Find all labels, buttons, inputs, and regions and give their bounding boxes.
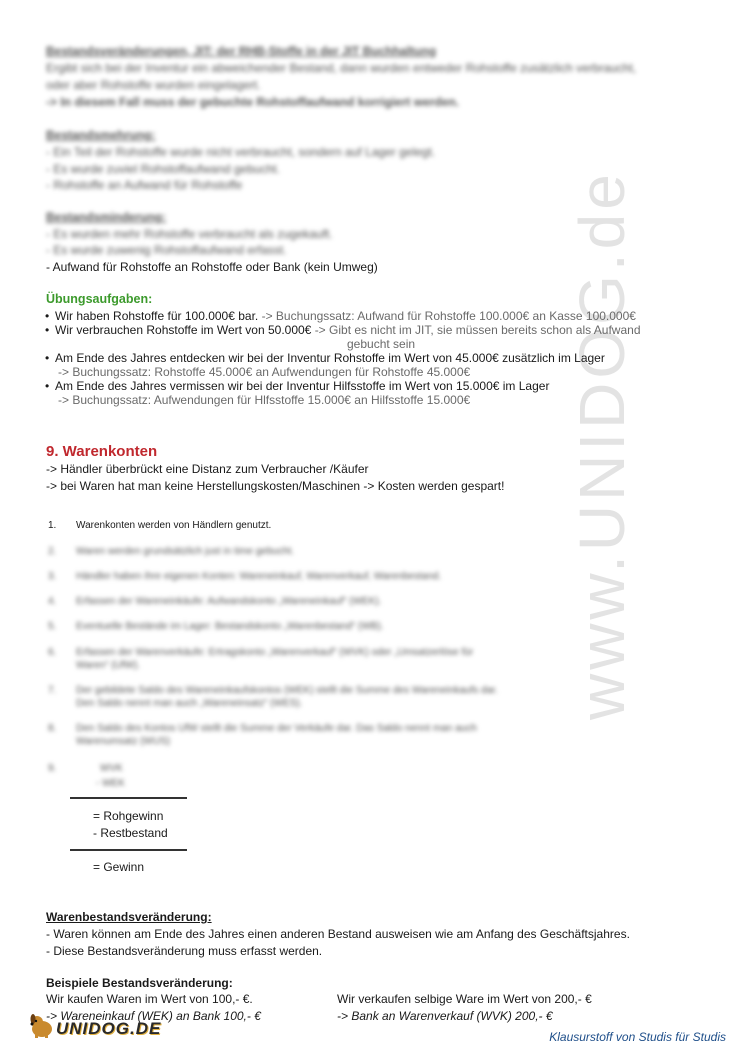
list-number: 2. [48,546,57,557]
beispiel-right-1: Wir verkaufen selbige Ware im Wert von 200,- € [337,992,592,1006]
list-text-cont: Den Saldo nennt man auch „Wareneinsatz“ (WES). [76,698,303,709]
calc-restbestand: - Restbestand [93,826,168,840]
exercise-item [55,309,636,323]
exercise-main: Wir haben Rohstoffe für 100.000€ bar. [55,309,262,323]
list-text: Waren werden grundsätzlich just in time gebucht. [76,546,295,557]
list-number: 8. [48,723,57,734]
beispiel-right-2: -> Bank an Warenverkauf (WVK) 200,- € [337,1009,553,1023]
list-text: Den Saldo des Kontos UfW stellt die Summe der Verkäufe dar. Das Saldo nennt man auch [76,723,477,734]
blur-line-2: oder aber Rohstoffe wurden eingelagert. [46,78,261,92]
exercise-solution: -> Buchungssatz: Rohstoffe 45.000€ an Aufwendungen für Rohstoffe 45.000€ [58,365,471,379]
list-item [48,685,498,696]
list-item [48,621,384,632]
list-text-cont: Warenumsatz (WUS) [76,736,171,747]
list-item [48,647,473,658]
calc-rohgewinn: = Rohgewinn [93,809,164,823]
list-text: Warenkonten werden von Händlern genutzt. [76,520,272,531]
exercise-solution: -> Buchungssatz: Aufwendungen für Hlfsstoffe 15.000€ an Hilfsstoffe 15.000€ [58,393,471,407]
list-item [48,763,123,774]
list-number: 4. [48,596,57,607]
beispiel-left-2: -> Wareneinkauf (WEK) an Bank 100,- € [46,1009,261,1023]
blur-line-5: - Ein Teil der Rohstoffe wurde nicht verbraucht, sondern auf Lager gelegt. [46,145,436,159]
list-item [48,571,441,582]
logo-text: UNIDOG.DE [56,1018,162,1038]
beispiele-heading: Beispiele Bestandsveränderung: [46,976,233,990]
list-text: Händler haben ihre eigenen Konten: Wareneinkauf, Warenverkauf, Warenbestand. [76,571,442,582]
list-number: 1. [48,520,57,531]
blur-line-0: Bestandsveränderungen, JIT: der RHB-Stoffe in der JIT Buchhaltung [46,44,437,58]
blur-line-4: Bestandsmehrung: [46,128,156,142]
list-number: 7. [48,685,57,696]
list-text: Erfassen der Wareneinkäufe: Aufwandskonto „Wareneinkauf“ (WEK). [76,596,382,607]
bestand-heading: Warenbestandsveränderung: [46,910,212,924]
list-item [48,520,271,531]
list-text: Der gebildete Saldo des Wareneinkaufskontos (WEK) stellt die Summe des Wareneinkaufs dar. [76,685,498,696]
exercise-solution: -> Gibt es nicht im JIT, sie müssen bereits schon als Aufwand [314,323,641,337]
calc-gewinn: = Gewinn [93,860,145,874]
divider [70,849,187,851]
section-line-2: -> bei Waren hat man keine Herstellungskosten/Maschinen -> Kosten werden gespart! [46,479,505,493]
list-number: 3. [48,571,57,582]
exercise-item [55,323,641,337]
list-item [48,596,382,607]
section-line-1: -> Händler überbrückt eine Distanz zum Verbraucher /Käufer [46,462,369,476]
visible-line: - Aufwand für Rohstoffe an Rohstoffe oder Bank (kein Umweg) [46,260,378,274]
list-text: Eventuelle Bestände im Lager: Bestandskonto „Warenbestand“ (WB). [76,621,384,632]
exercise-solution: -> Buchungssatz: Aufwand für Rohstoffe 100.000€ an Kasse 100.000€ [261,309,636,323]
list-number: 5. [48,621,57,632]
blur-line-9: - Es wurden mehr Rohstoffe verbraucht als zugekauft. [46,227,333,241]
beispiel-left-1: Wir kaufen Waren im Wert von 100,- €. [46,992,253,1006]
footer-tagline: Klausurstoff von Studis für Studis [549,1030,726,1044]
divider [70,797,187,799]
blur-line-7: - Rohstoffe an Aufwand für Rohstoffe [46,178,243,192]
exercise-solution-cont: gebucht sein [347,337,416,351]
unidog-logo [28,1013,161,1044]
exercises-heading: Übungsaufgaben: [46,292,153,306]
list-number: 6. [48,647,57,658]
section-title: 9. Warenkonten [46,443,158,460]
bestand-line-2: - Diese Bestandsveränderung muss erfasst werden. [46,944,323,958]
exercise-item: • Am Ende des Jahres vermissen wir bei der Inventur Hilfsstoffe im Wert von 15.000€ im Lager [55,379,549,393]
list-item [48,546,294,557]
blur-line-6: - Es wurde zuviel Rohstoffaufwand gebucht. [46,162,280,176]
list-text-cont: - WEK [96,778,125,789]
list-text-cont: Waren“ (UfW). [76,660,141,671]
list-text: WVK [100,763,123,774]
exercise-main: Wir verbrauchen Rohstoffe im Wert von 50.000€ [55,323,315,337]
blur-line-10: - Es wurde zuwenig Rohstoffaufwand erfasst. [46,243,287,257]
bestand-line-1: - Waren können am Ende des Jahres einen anderen Bestand ausweisen wie am Anfang des Geschäftsjahres. [46,927,630,941]
watermark: www.UNIDOG.de [566,170,638,720]
list-item [48,723,477,734]
blur-line-3: -> In diesem Fall muss der gebuchte Rohstoffaufwand korrigiert werden. [46,95,460,109]
exercise-item: • Am Ende des Jahres entdecken wir bei der Inventur Rohstoffe im Wert von 45.000€ zusätzlich im Lager [55,351,605,365]
dog-icon [28,1013,56,1044]
list-text: Erfassen der Warenverkäufe: Ertragskonto „Warenverkauf“ (WVK) oder „Umsatzerlöse für [76,647,474,658]
blur-line-1: Ergibt sich bei der Inventur ein abweichender Bestand, dann wurden entweder Rohstoffe zusätzlich verbraucht, [46,61,637,75]
blur-line-8: Bestandsminderung: [46,210,167,224]
list-number: 9. [48,763,57,774]
